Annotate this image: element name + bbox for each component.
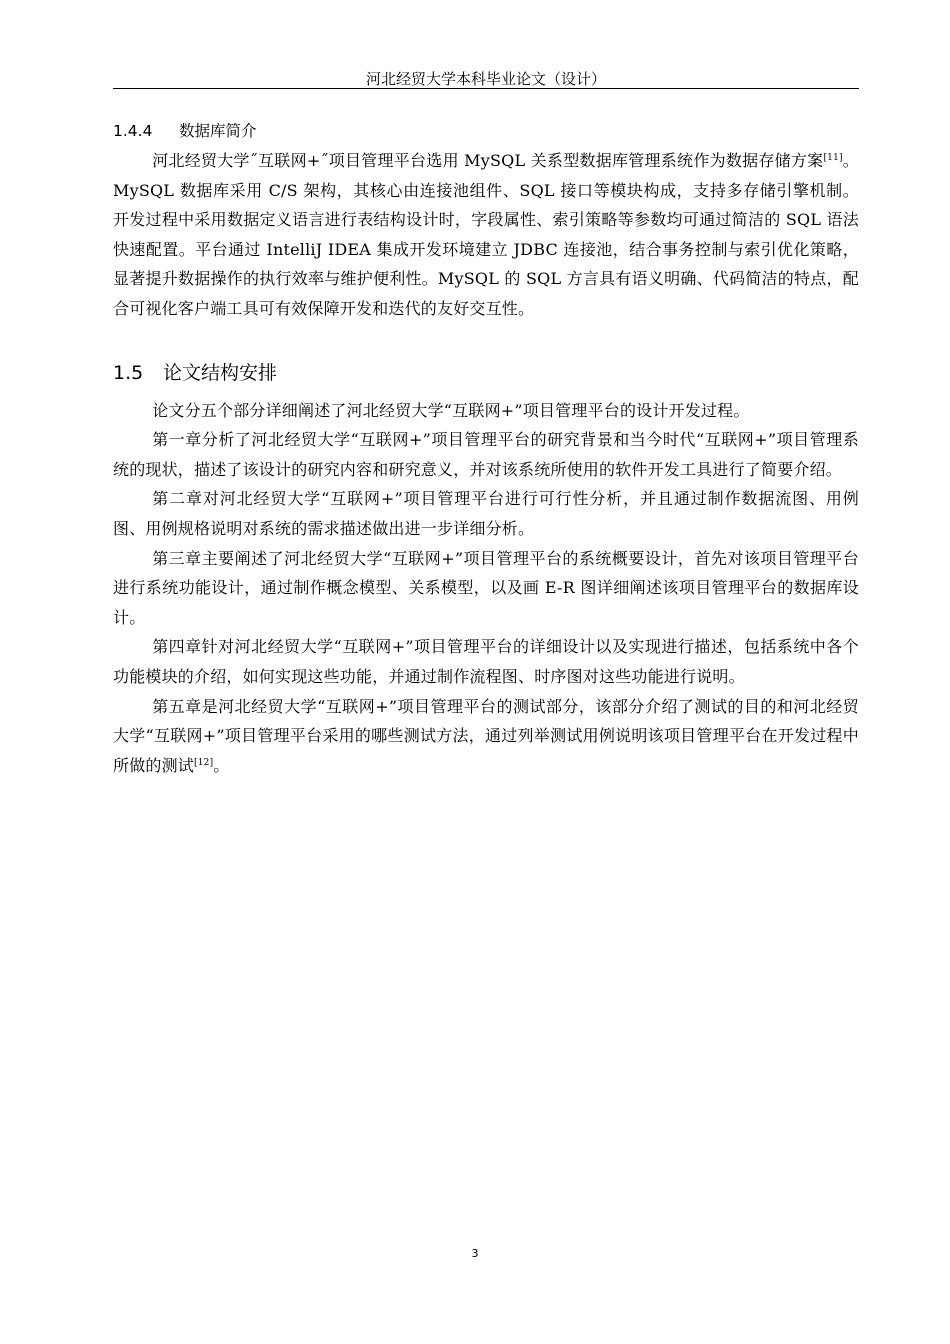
chapter-four-paragraph: 第四章针对河北经贸大学“互联网+”项目管理平台的详细设计以及实现进行描述，包括系统中各个功能模块的介绍，如何实现这些功能，并通过制作流程图、时序图对这些功能进行说明。: [113, 637, 859, 686]
page-header: 河北经贸大学本科毕业论文（设计）: [365, 70, 606, 88]
page-content: [113, 116, 859, 780]
chapter-three-paragraph: 第三章主要阐述了河北经贸大学“互联网+”项目管理平台的系统概要设计，首先对该项目管理平台进行系统功能设计，通过制作概念模型、关系模型，以及画 E-R 图详细阐述该项目管理平台的数据库设计。: [113, 548, 859, 627]
chapter-two-paragraph: 第二章对河北经贸大学“互联网+”项目管理平台进行可行性分析，并且通过制作数据流图、用例图、用例规格说明对系统的需求描述做出进一步详细分析。: [113, 489, 859, 538]
subsection-heading: [113, 116, 859, 146]
paragraph-text: 第五章是河北经贸大学“互联网+”项目管理平台的测试部分，该部分介绍了测试的目的和河北经贸大学“互联网+”项目管理平台采用的哪些测试方法，通过列举测试用例说明该项目管理平台在开发过程中所做的测试: [113, 696, 859, 775]
header-divider: [113, 88, 859, 89]
section-number: 1.5: [113, 361, 144, 384]
citation: [12]: [194, 757, 214, 768]
chapter-five-paragraph: [113, 692, 859, 781]
section-heading: [113, 358, 859, 388]
structure-paragraph: 论文分五个部分详细阐述了河北经贸大学“互联网+”项目管理平台的设计开发过程。: [152, 400, 750, 420]
subsection-title: 数据库简介: [179, 122, 257, 140]
section-title: 论文结构安排: [163, 361, 278, 384]
citation: [11]: [823, 153, 843, 163]
paragraph-text: 。: [213, 755, 230, 775]
paragraph-text: 河北经贸大学˝互联网+˝项目管理平台选用 MySQL 关系型数据库管理系统作为数据存储方案: [152, 151, 824, 170]
page-number: 3: [471, 1247, 479, 1260]
subsection-number: 1.4.4: [113, 122, 153, 140]
database-intro-paragraph: [113, 146, 859, 324]
paragraph-text: 。MySQL 数据库采用 C/S 架构，其核心由连接池组件、SQL 接口等模块构成，支持多存储引擎机制。开发过程中采用数据定义语言进行表结构设计时，字段属性、索引策略等参数均可通过简洁的 SQL 语法快速配置。平台通过 IntelliJ IDEA 集成开发环境建立 JDBC 连接池，结合事务控制与索引优化策略，显著提升数据操作的执行效率与维护便利性。MySQL 的 SQL 方言具有语义明确、代码简洁的特点，配合可视化客户端工具可有效保障开发和迭代的友好交互性。: [113, 151, 859, 318]
chapter-one-paragraph: 第一章分析了河北经贸大学“互联网+”项目管理平台的研究背景和当今时代“互联网+”项目管理系统的现状，描述了该设计的研究内容和研究意义，并对该系统所使用的软件开发工具进行了简要介绍。: [113, 430, 859, 479]
